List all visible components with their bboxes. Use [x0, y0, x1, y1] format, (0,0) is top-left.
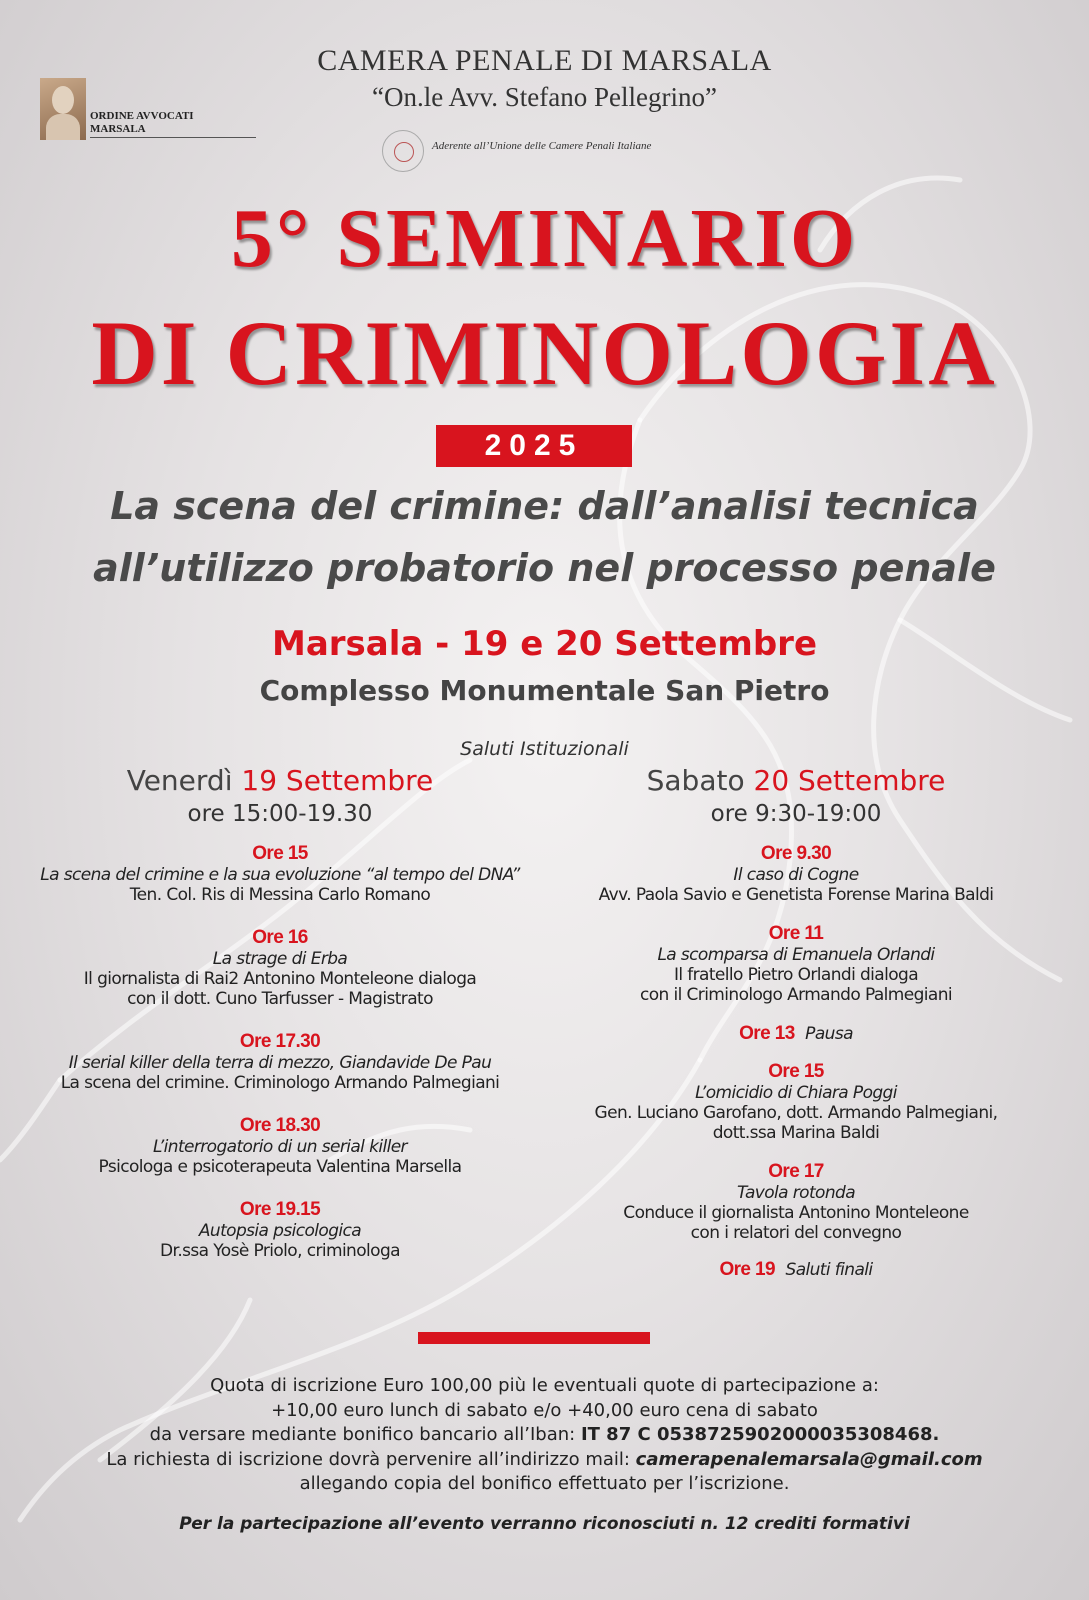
- session-time: Ore 17: [768, 1161, 824, 1182]
- iban-line: [0, 1423, 1089, 1448]
- friday-session: [20, 1115, 540, 1177]
- ordine-line-2: MARSALA: [90, 123, 146, 135]
- ordine-avvocati-label: [90, 110, 256, 138]
- session-title: Saluti finali: [785, 1260, 873, 1280]
- place-and-date: Marsala - 19 e 20 Settembre: [271, 624, 817, 664]
- email-line: [0, 1448, 1089, 1473]
- registration-info: [0, 1374, 1089, 1497]
- session-speaker: con i relatori del convegno: [690, 1223, 902, 1243]
- ordine-line-1: ORDINE AVVOCATI: [90, 110, 194, 122]
- session-time: Ore 11: [768, 923, 824, 944]
- friday-session: [20, 1031, 540, 1093]
- org-name: CAMERA PENALE DI MARSALA: [317, 44, 772, 77]
- divider-bar: [418, 1332, 650, 1344]
- session-speaker: con il Criminologo Armando Palmegiani: [639, 985, 953, 1005]
- saturday-hours: ore 9:30-19:00: [710, 801, 882, 827]
- saturday-session: [546, 843, 1046, 905]
- session-speaker: Ten. Col. Ris di Messina Carlo Romano: [129, 885, 431, 905]
- session-title: Autopsia psicologica: [198, 1221, 362, 1241]
- session-title: Pausa: [805, 1024, 853, 1044]
- saturday-session: [546, 1023, 1046, 1045]
- title-line-2: DI CRIMINOLOGIA: [91, 302, 998, 404]
- saturday-session: [546, 1161, 1046, 1243]
- ucpi-seal-icon: [382, 130, 424, 172]
- session-time: Ore 15: [768, 1061, 824, 1082]
- session-title: La strage di Erba: [212, 949, 348, 969]
- friday-program: [20, 764, 540, 1261]
- org-subtitle: “On.le Avv. Stefano Pellegrino”: [372, 82, 717, 112]
- iban-label: da versare mediante bonifico bancario all’Iban:: [149, 1424, 581, 1445]
- attachment-line: allegando copia del bonifico effettuato per l’iscrizione.: [299, 1473, 790, 1494]
- session-speaker: dott.ssa Marina Baldi: [712, 1123, 880, 1143]
- aderente-note: Aderente all’Unione delle Camere Penali Italiane: [432, 140, 652, 152]
- session-time: Ore 19.15: [239, 1199, 321, 1220]
- email-link[interactable]: camerapenalemarsala@gmail.com: [635, 1448, 983, 1470]
- saturday-heading: [546, 764, 1046, 797]
- email-label: La richiesta di iscrizione dovrà pervenire all’indirizzo mail:: [106, 1448, 636, 1470]
- friday-session: [20, 927, 540, 1009]
- saturday-program: [546, 764, 1046, 1281]
- session-speaker: Il giornalista di Rai2 Antonino Monteleone dialoga: [83, 969, 477, 989]
- session-speaker: Conduce il giornalista Antonino Monteleone: [623, 1203, 969, 1223]
- iban-value: IT 87 C 0538725902000035308468.: [580, 1424, 940, 1445]
- session-time: Ore 18.30: [239, 1115, 321, 1136]
- session-time: Ore 9.30: [760, 843, 832, 864]
- saluti-istituzionali: Saluti Istituzionali: [460, 738, 629, 760]
- venue: Complesso Monumentale San Pietro: [259, 674, 830, 707]
- session-title: L’interrogatorio di un serial killer: [153, 1137, 407, 1157]
- friday-hours: ore 15:00-19.30: [187, 801, 373, 827]
- session-speaker: Avv. Paola Savio e Genetista Forense Marina Baldi: [598, 885, 994, 905]
- friday-session: [20, 1199, 540, 1261]
- session-speaker: Il fratello Pietro Orlandi dialoga: [673, 965, 919, 985]
- friday-date: 19 Settembre: [241, 764, 434, 797]
- extras-line: +10,00 euro lunch di sabato e/o +40,00 euro cena di sabato: [271, 1399, 818, 1421]
- subtitle-line-1: La scena del crimine: dall’analisi tecnica: [110, 484, 979, 528]
- session-title: Tavola rotonda: [736, 1183, 856, 1203]
- session-title: La scena del crimine e la sua evoluzione “al tempo del DNA”: [40, 865, 520, 885]
- saturday-date: 20 Settembre: [753, 764, 946, 797]
- credits-note: Per la partecipazione all’evento verranno riconosciuti n. 12 crediti formativi: [179, 1514, 910, 1534]
- session-title: Il caso di Cogne: [733, 865, 859, 885]
- session-title: La scomparsa di Emanuela Orlandi: [657, 945, 935, 965]
- session-time: Ore 13: [739, 1023, 795, 1044]
- subtitle-line-2: all’utilizzo probatorio nel processo penale: [93, 546, 996, 590]
- session-time: Ore 17.30: [239, 1031, 321, 1052]
- session-speaker: Dr.ssa Yosè Priolo, criminologa: [160, 1241, 400, 1261]
- fee-line: Quota di iscrizione Euro 100,00 più le eventuali quote di partecipazione a:: [210, 1375, 879, 1396]
- session-time: Ore 16: [252, 927, 308, 948]
- session-speaker: Gen. Luciano Garofano, dott. Armando Palmegiani,: [594, 1103, 998, 1123]
- session-speaker: con il dott. Cuno Tarfusser - Magistrato: [127, 989, 433, 1009]
- session-title: L’omicidio di Chiara Poggi: [695, 1083, 897, 1103]
- saturday-day: Sabato: [646, 764, 745, 797]
- session-time: Ore 19: [719, 1259, 775, 1280]
- friday-heading: [20, 764, 540, 797]
- session-time: Ore 15: [252, 843, 308, 864]
- title-line-1: 5° SEMINARIO: [230, 192, 859, 285]
- session-speaker: La scena del crimine. Criminologo Armando Palmegiani: [60, 1073, 500, 1093]
- friday-day: Venerdì: [126, 764, 233, 797]
- saturday-session: [546, 1259, 1046, 1281]
- friday-session: [20, 843, 540, 905]
- saturday-session: [546, 923, 1046, 1005]
- session-speaker: Psicologa e psicoterapeuta Valentina Marsella: [98, 1157, 462, 1177]
- session-title: Il serial killer della terra di mezzo, Giandavide De Pau: [68, 1053, 492, 1073]
- year-badge: 2025: [436, 425, 632, 467]
- saturday-session: [546, 1061, 1046, 1143]
